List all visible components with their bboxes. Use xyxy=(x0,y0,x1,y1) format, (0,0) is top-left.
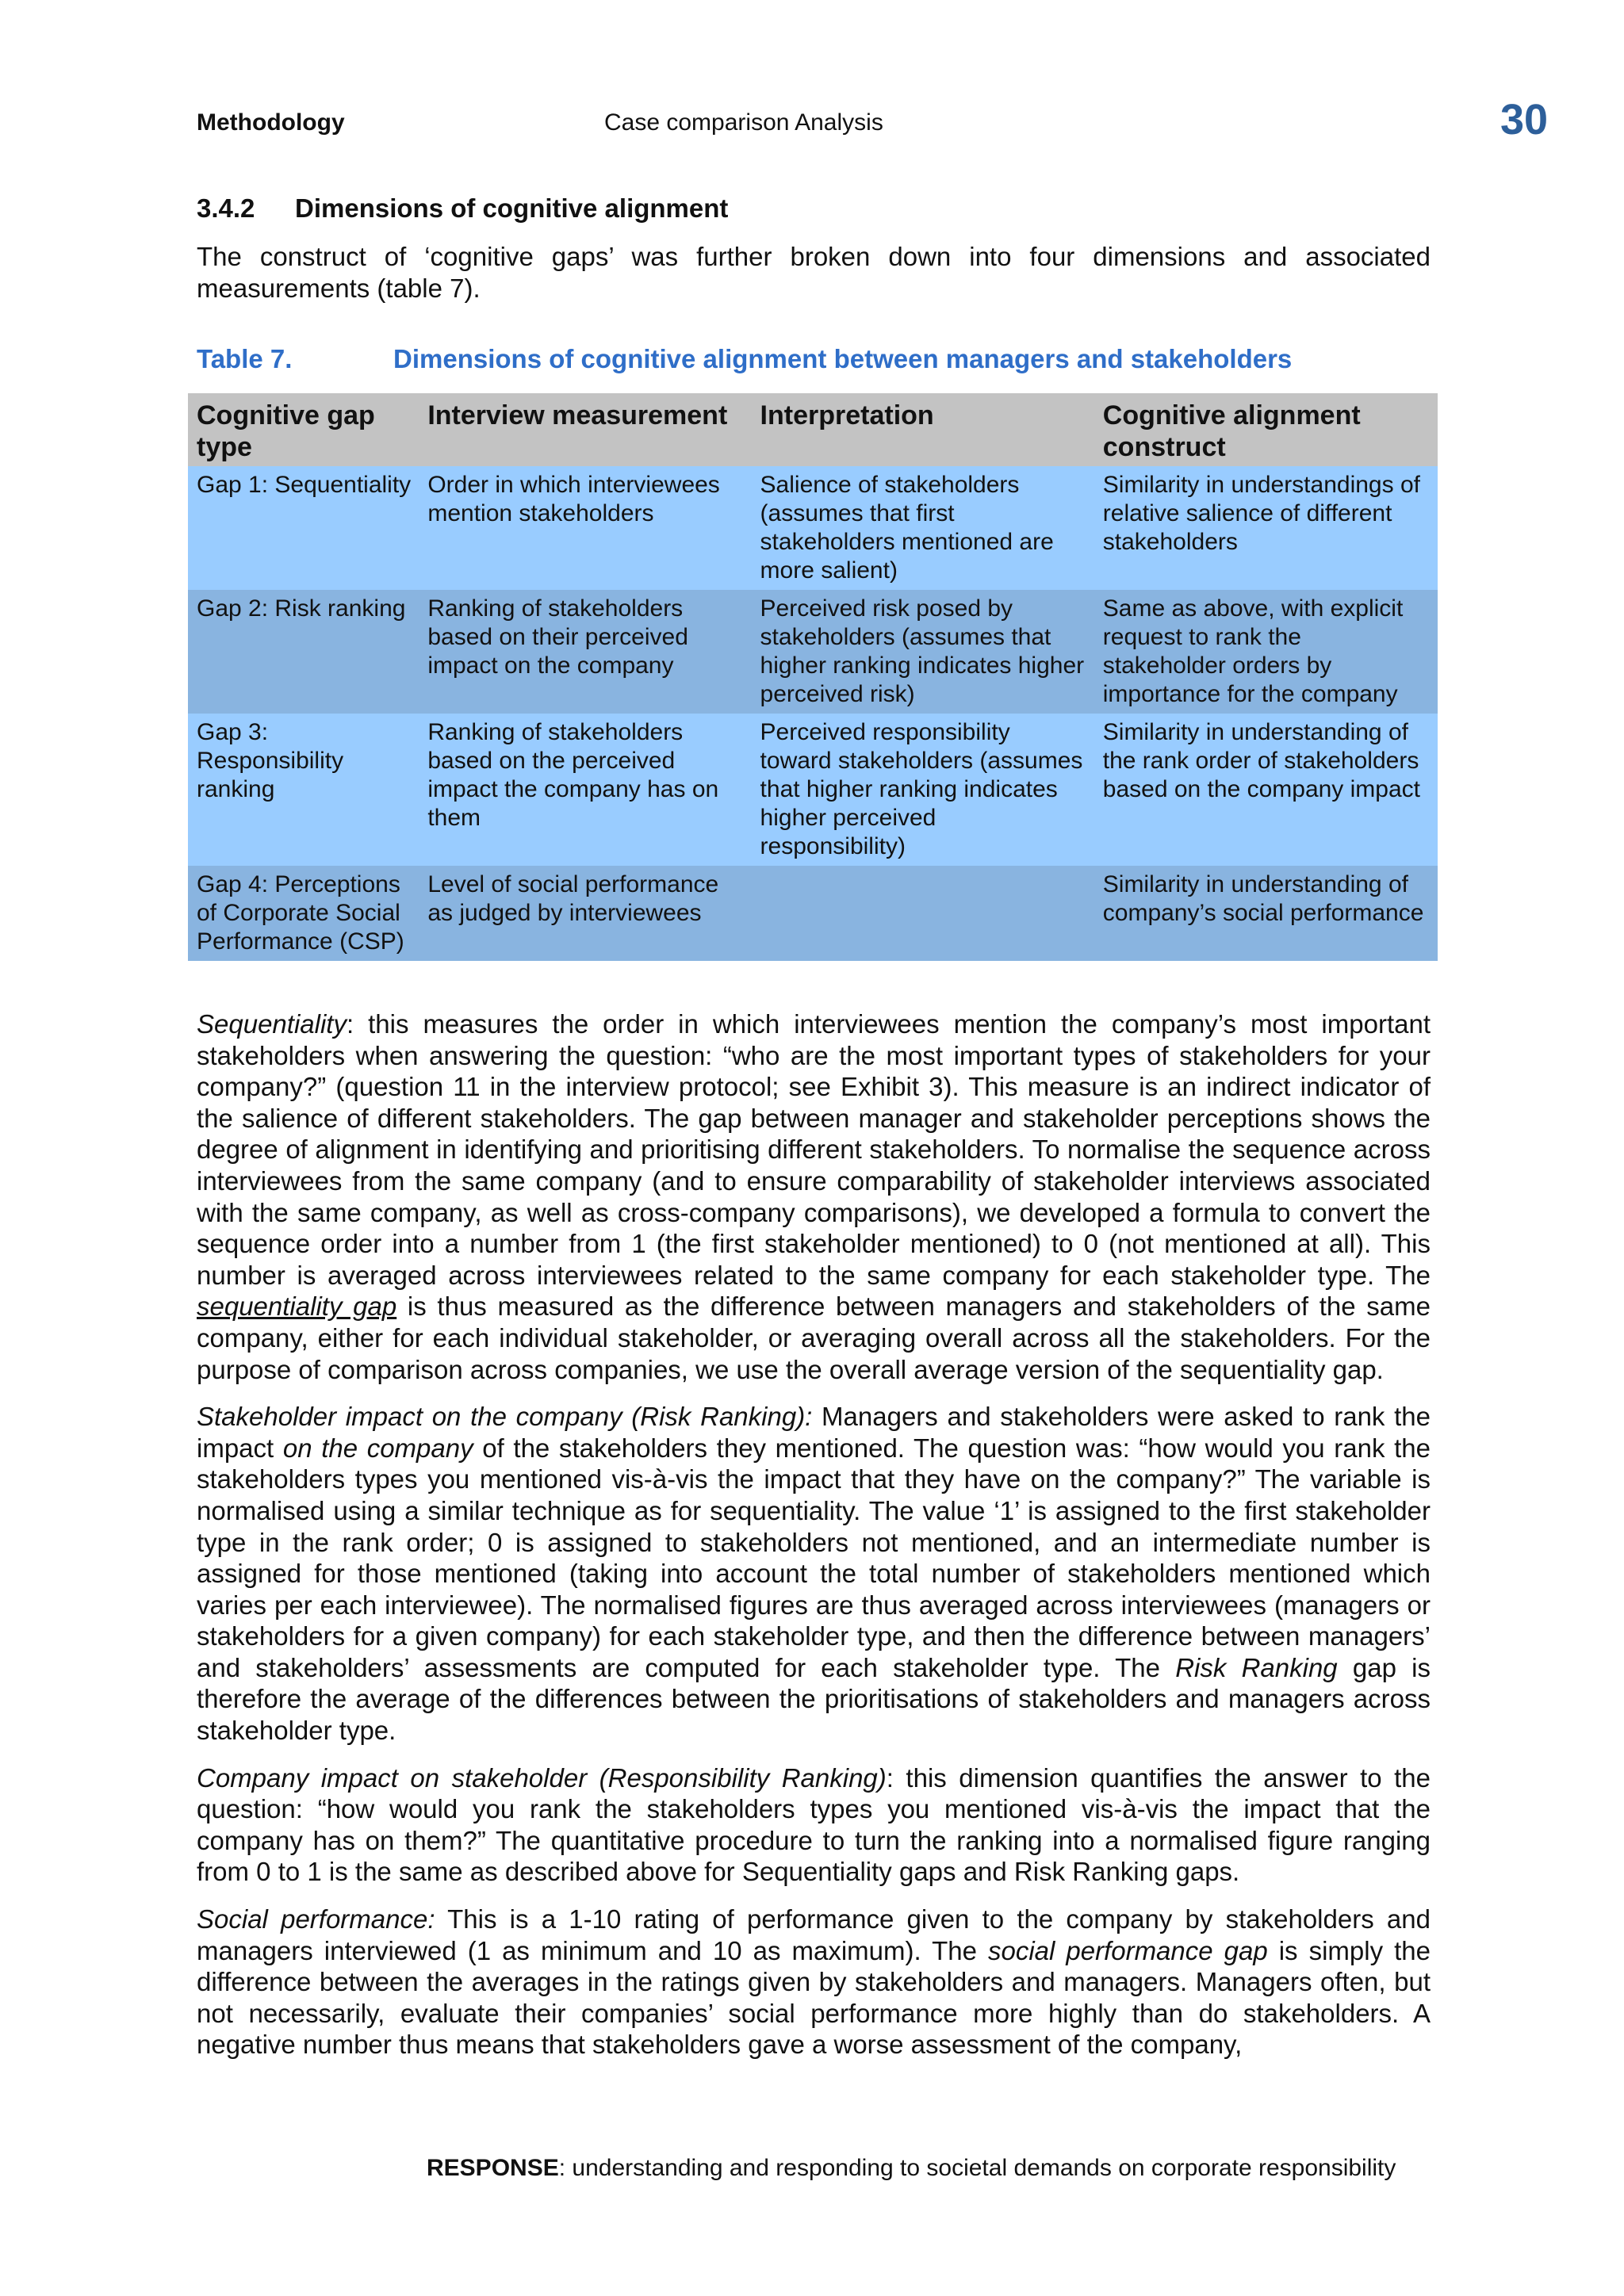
term-risk-ranking-heading: Stakeholder impact on the company (Risk Ranking): xyxy=(197,1402,813,1432)
table-row xyxy=(188,714,1438,866)
paragraph-risk-ranking xyxy=(197,1401,1431,1747)
paragraph-text: of the stakeholders they mentioned. The question was: “how would you rank the stakeholders types you mentioned vis-à-vis the impact that they have on the company?” The variable is normalised using a similar technique as for sequentiality. The value ‘1’ is assigned to the first stakeholder type in the rank order; 0 is assigned to stakeholders not mentioned, and an intermediate number is assigned for those mentioned (taking into account the total number of stakeholders mentioned which varies per each interviewee). The normalised figures are thus averaged across interviewees (managers or stakeholders for a given company) for each stakeholder type, and then the difference between managers’ and stakeholders’ assessments are computed for each stakeholder type. The xyxy=(197,1433,1431,1682)
footer-tagline: : understanding and responding to societal demands on corporate responsibility xyxy=(558,2155,1396,2181)
table-row xyxy=(188,590,1438,714)
section-title: Dimensions of cognitive alignment xyxy=(295,193,729,223)
intro-paragraph: The construct of ‘cognitive gaps’ was further broken down into four dimensions and associated measurements (table 7). xyxy=(197,242,1431,303)
cell-construct: Similarity in understanding of the rank order of stakeholders based on the company impact xyxy=(1094,714,1438,866)
footer-brand: RESPONSE xyxy=(427,2155,559,2181)
paragraph-text: Managers and stakeholders were asked to rank the impact xyxy=(197,1402,1431,1463)
term-social-performance: Social performance: xyxy=(197,1904,435,1934)
section-heading xyxy=(197,193,728,224)
cell-construct: Similarity in understandings of relative salience of different stakeholders xyxy=(1094,466,1438,590)
cell-measurement: Ranking of stakeholders based on the perceived impact the company has on them xyxy=(419,714,751,866)
term-social-performance-gap: social performance gap xyxy=(987,1935,1268,1965)
cognitive-gaps-table xyxy=(188,393,1438,961)
header-interpretation: Interpretation xyxy=(752,393,1094,466)
cell-measurement: Level of social performance as judged by interviewees xyxy=(419,866,751,961)
term-risk-ranking: Risk Ranking xyxy=(1175,1652,1338,1682)
cell-construct: Same as above, with explicit request to rank the stakeholder orders by importance for the company xyxy=(1094,590,1438,714)
running-header-chapter: Case comparison Analysis xyxy=(604,109,883,136)
emphasis-on-the-company: on the company xyxy=(282,1433,473,1463)
term-sequentiality-gap: sequentiality gap xyxy=(197,1292,397,1322)
header-interview-measurement: Interview measurement xyxy=(419,393,751,466)
header-gap-type: Cognitive gap type xyxy=(188,393,419,466)
paragraph-text: : this dimension quantifies the answer to the question: “how would you rank the stakeholders types you mentioned vis-à-vis the impact that the company has on them?” The quantitative procedure to turn the ranking into a normalised figure ranging from 0 to 1 is the same as described above for Sequentiality gaps and Risk Ranking gaps. xyxy=(197,1762,1431,1887)
term-sequentiality: Sequentiality xyxy=(197,1009,347,1039)
paragraph-text: This is a 1-10 rating of performance given to the company by stakeholders and managers interviewed (1 as minimum and 10 as maximum). The xyxy=(197,1904,1431,1965)
running-header-section: Methodology xyxy=(197,109,345,136)
table-header-row xyxy=(188,393,1438,466)
paragraph-text: is thus measured as the difference between managers and stakeholders of the same company, either for each individual stakeholder, or averaging overall across all the stakeholders. For the purpose of comparison across companies, we use the overall average version of the sequentiality gap. xyxy=(197,1292,1431,1384)
paragraph-text: : this measures the order in which interviewees mention the company’s most important stakeholders when answering the question: “who are the most important types of stakeholders for your company?” (question 11 in the interview protocol; see Exhibit 3). This measure is an indirect indicator of the salience of different stakeholders. The gap between manager and stakeholder perceptions shows the degree of alignment in identifying and prioritising different stakeholders. To normalise the sequence across interviewees from the same company (and to ensure comparability of stakeholder interviews associated with the same company, as well as cross-company comparisons), we developed a formula to convert the sequence order into a number from 1 (the first stakeholder mentioned) to 0 (not mentioned at all). This number is averaged across interviewees related to the same company for each stakeholder type. The xyxy=(197,1009,1431,1290)
cell-interpretation xyxy=(752,866,1094,961)
cell-construct: Similarity in understanding of company’s social performance xyxy=(1094,866,1438,961)
cell-measurement: Order in which interviewees mention stakeholders xyxy=(419,466,751,590)
paragraph-text: gap is therefore the average of the differences between the prioritisations of stakeholders and managers across stakeholder type. xyxy=(197,1652,1431,1746)
page-footer xyxy=(427,2155,1396,2182)
cell-interpretation: Perceived responsibility toward stakeholders (assumes that higher ranking indicates higher perceived responsibility) xyxy=(752,714,1094,866)
paragraph-text: is simply the difference between the averages in the ratings given by stakeholders and managers. Managers often, but not necessarily, evaluate their companies’ social performance more highly than do stakeholders. A negative number thus means that stakeholders gave a worse assessment of the company, xyxy=(197,1935,1431,2060)
page-number: 30 xyxy=(1500,96,1549,144)
paragraph-responsibility-ranking xyxy=(197,1762,1431,1888)
header-alignment-construct: Cognitive alignment construct xyxy=(1094,393,1438,466)
cell-gap: Gap 2: Risk ranking xyxy=(188,590,419,714)
cell-interpretation: Perceived risk posed by stakeholders (assumes that higher ranking indicates higher perceived risk) xyxy=(752,590,1094,714)
term-responsibility-ranking: Company impact on stakeholder (Responsibility Ranking) xyxy=(197,1762,887,1793)
table-row xyxy=(188,866,1438,961)
cell-gap: Gap 3: Responsibility ranking xyxy=(188,714,419,866)
body-text xyxy=(197,1008,1431,2076)
table-caption-title: Dimensions of cognitive alignment between managers and stakeholders xyxy=(393,344,1293,373)
cell-gap: Gap 1: Sequentiality xyxy=(188,466,419,590)
table-row xyxy=(188,466,1438,590)
table-caption-number: Table 7. xyxy=(197,344,293,373)
paragraph-sequentiality xyxy=(197,1008,1431,1385)
paragraph-social-performance xyxy=(197,1904,1431,2061)
cell-interpretation: Salience of stakeholders (assumes that first stakeholders mentioned are more salient) xyxy=(752,466,1094,590)
section-number: 3.4.2 xyxy=(197,193,255,223)
cell-gap: Gap 4: Perceptions of Corporate Social Performance (CSP) xyxy=(188,866,419,961)
cell-measurement: Ranking of stakeholders based on their perceived impact on the company xyxy=(419,590,751,714)
